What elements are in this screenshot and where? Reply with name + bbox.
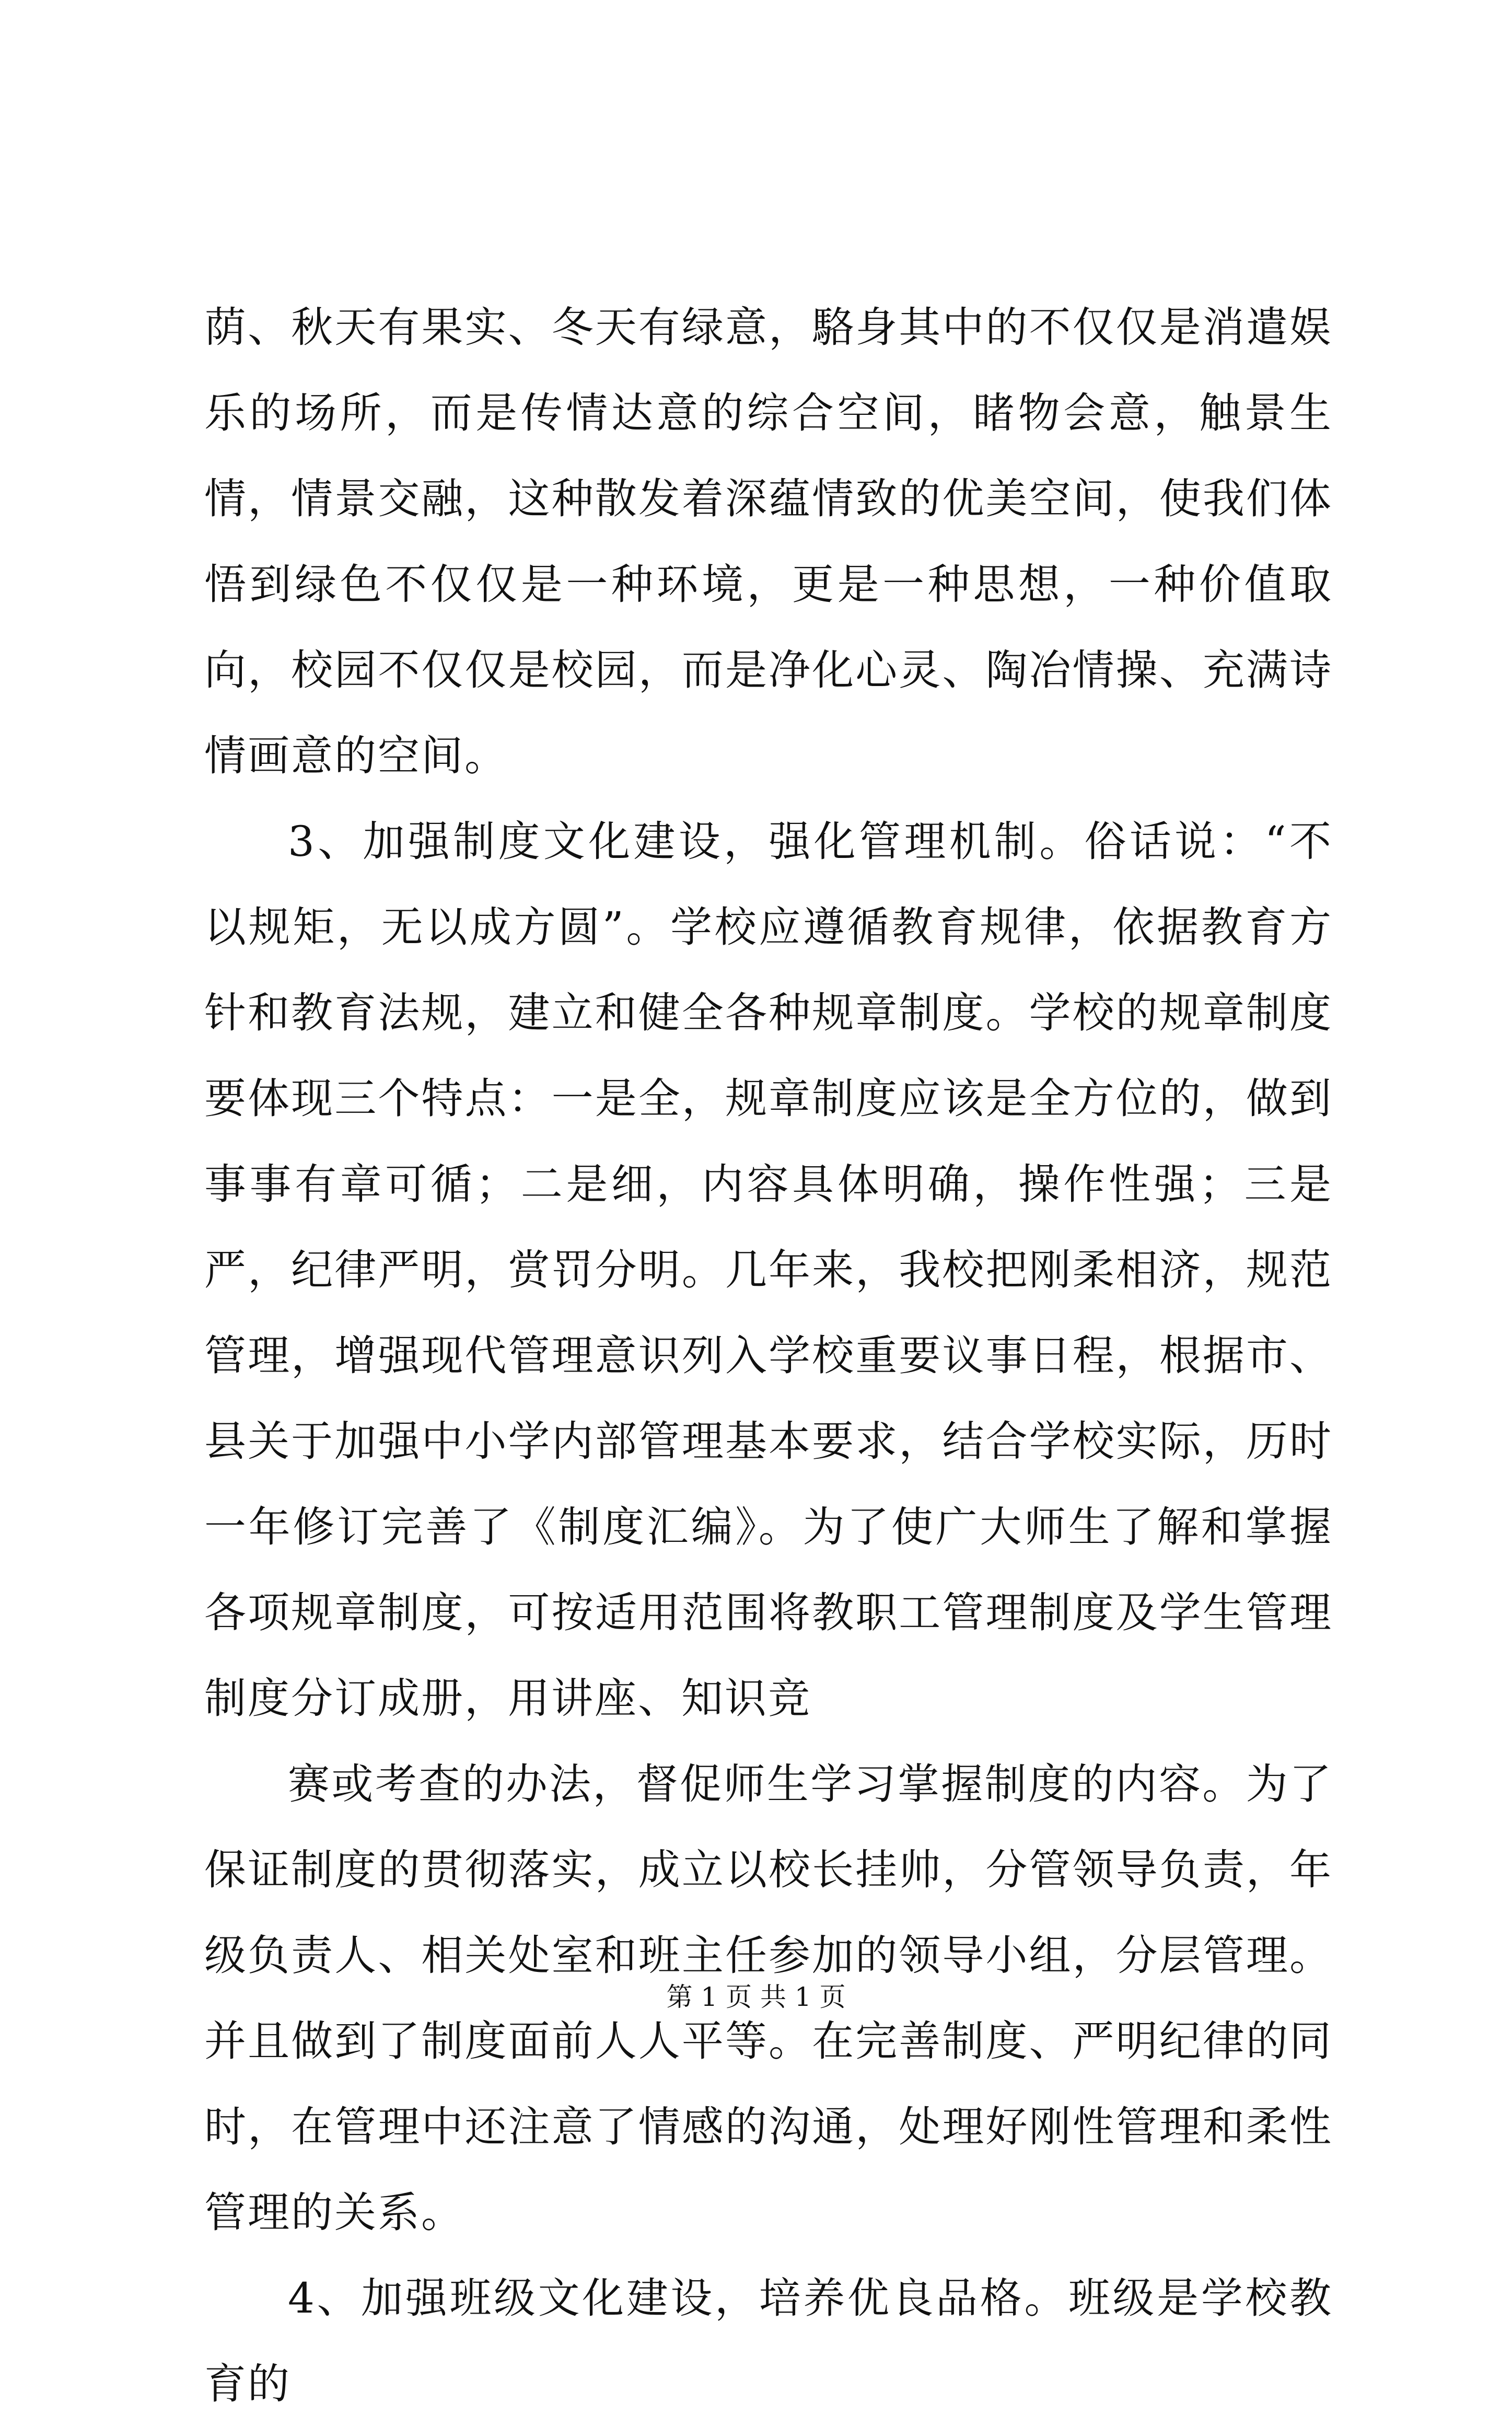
paragraph-section-3: 3、加强制度文化建设，强化管理机制。俗话说：“不以规矩，无以成方圆”。学校应遵循教育规律，依据教育方针和教育法规，建立和健全各种规章制度。学校的规章制度要体现三个特点：一是全，规章制度应该是全方位的，做到事事有章可循；二是细，内容具体明确，操作性强；三是严，纪律严明，赏罚分明。几年来，我校把刚柔相济，规范管理，增强现代管理意识列入学校重要议事日程，根据市、县关于加强中小学内部管理基本要求，结合学校实际，历时一年修订完善了《制度汇编》。为了使广大师生了解和掌握各项规章制度，可按适用范围将教职工管理制度及学生管理制度分订成册，用讲座、知识竞 (204, 817, 1333, 1723)
page-number-footer: 第 1 页 共 1 页 (666, 1982, 846, 2012)
paragraph-section-4: 4、加强班级文化建设，培养优良品格。班级是学校教育的 (204, 2274, 1333, 2408)
document-body (204, 285, 1333, 2427)
paragraph-continuation: 荫、秋天有果实、冬天有绿意，駱身其中的不仅仅是消遣娱乐的场所，而是传情达意的综合空间，睹物会意，触景生情，情景交融，这种散发着深蕴情致的优美空间，使我们体悟到绿色不仅仅是一种环境，更是一种思想，一种价值取向，校园不仅仅是校园，而是净化心灵、陶冶情操、充满诗情画意的空间。 (204, 303, 1333, 780)
paragraph-section-3-continued: 赛或考查的办法，督促师生学习掌握制度的内容。为了保证制度的贯彻落实，成立以校长挂帅，分管领导负责，年级负责人、相关处室和班主任参加的领导小组，分层管理。并且做到了制度面前人人平等。在完善制度、严明纪律的同时，在管理中还注意了情感的沟通，处理好刚性管理和柔性管理的关系。 (204, 1760, 1333, 2237)
